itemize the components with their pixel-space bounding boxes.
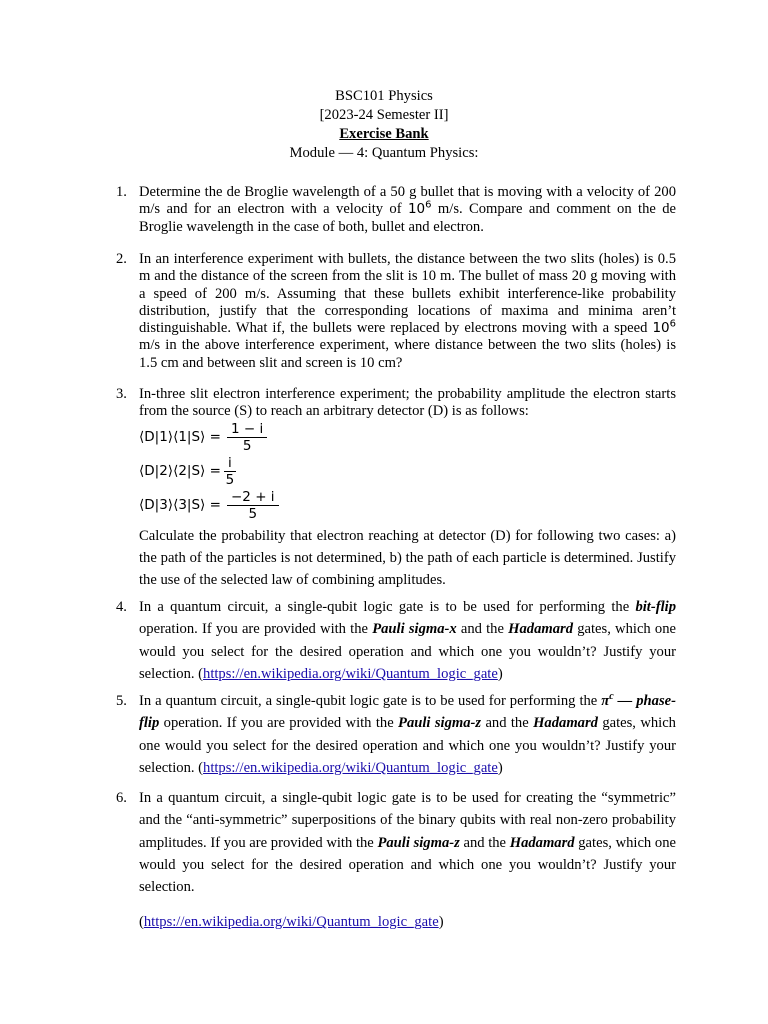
- fraction: $\frac{1 - i}{5}$: [227, 421, 267, 454]
- term-phase-flip: — phase-flip: [139, 693, 676, 732]
- term-pi-c: $\pi^c$: [601, 691, 614, 709]
- term-hadamard: Hadamard: [509, 834, 575, 851]
- wikipedia-link[interactable]: https://en.wikipedia.org/wiki/Quantum_logic_gate: [203, 665, 498, 682]
- equation-3: ⟨D|3⟩⟨3|S⟩ = $\frac{-2 + i}{5}$: [139, 489, 676, 523]
- term-pauli-sigma-x: Pauli sigma-x: [372, 621, 457, 638]
- question-reference: (https://en.wikipedia.org/wiki/Quantum_logic_gate): [139, 914, 444, 931]
- wikipedia-link[interactable]: https://en.wikipedia.org/wiki/Quantum_logic_gate: [143, 914, 439, 931]
- fraction: $\frac{-2 + i}{5}$: [227, 489, 279, 522]
- math-power: $10^6$: [652, 318, 676, 337]
- question-2: [116, 251, 676, 372]
- question-text: In a quantum circuit, a single-qubit logic gate is to be used for performing the bit-flip operation. If you are provided with the Pauli sigma-x and the Hadamard gates, which one would you select for the desired operation and which one you wouldn’t? Justify your selection. (https://en.wikipedia.org/wiki/Quantum_logic_gate): [139, 599, 676, 682]
- question-number: 2.: [116, 251, 127, 267]
- fraction: $\frac{i}{5}$: [225, 454, 235, 488]
- module-title: Module — 4: Quantum Physics:: [289, 145, 479, 161]
- document-header: [0, 87, 768, 163]
- course-title: BSC101 Physics: [335, 88, 433, 104]
- term-bit-flip: bit-flip: [635, 599, 676, 615]
- question-number: 3.: [116, 386, 127, 402]
- question-text: In a quantum circuit, a single-qubit logic gate is to be used for performing the $\pi^c$ — phase-flip operation. If you are provided with the Pauli sigma-z and the Hadamard gates, which one would you select for the desired operation and which one you wouldn’t? Justify your selection. (https://en.wikipedia.org/wiki/Quantum_logic_gate): [139, 691, 676, 776]
- question-outro: Calculate the probability that electron reaching at detector (D) for following two cases: a) the path of the particles is not determined, b) the path of each particle is determined. Justify the use of the selected law of combining amplitudes.: [139, 527, 676, 589]
- wikipedia-link[interactable]: https://en.wikipedia.org/wiki/Quantum_logic_gate: [203, 759, 498, 776]
- question-3: [116, 386, 676, 591]
- question-number: 1.: [116, 184, 127, 200]
- question-text: In an interference experiment with bullets, the distance between the two slits (holes) is 0.5 m and the distance of the screen from the slit is 10 m. The bullet of mass 20 g moving with a speed of 200 m/s. Assuming that these bullets exhibit interference-like probability distribution, justify that the corresponding locations of maxima and minima aren’t distinguishable. What if, the bullets were replaced by electrons moving with a speed $10^6$ m/s in the above interference experiment, where distance between the two slits (holes) is 1.5 cm and between slit and screen is 10 cm?: [139, 251, 676, 371]
- exercise-bank-title: Exercise Bank: [339, 126, 429, 142]
- term-pauli-sigma-z: Pauli sigma-z: [377, 834, 460, 851]
- term-hadamard: Hadamard: [508, 621, 574, 638]
- question-5: [116, 690, 676, 779]
- term-hadamard: Hadamard: [533, 715, 598, 732]
- question-1: [116, 184, 676, 236]
- equation-2: ⟨D|2⟩⟨2|S⟩ = $\frac{i}{5}$: [139, 454, 235, 488]
- question-text: In a quantum circuit, a single-qubit logic gate is to be used for creating the “symmetric” and the “anti-symmetric” superpositions of the binary qubits with real non-zero probability amplitudes. If you are provided with the Pauli sigma-z and the Hadamard gates, which one would you select for the desired operation and which one you wouldn’t? Justify your selection.: [139, 790, 676, 896]
- question-intro: In-three slit electron interference experiment; the probability amplitude the electron starts from the source (S) to reach an arbitrary detector (D) is as follows:: [139, 386, 676, 420]
- semester-label: [2023-24 Semester II]: [319, 107, 449, 123]
- question-number: 5.: [116, 693, 127, 709]
- math-power: $10^6$: [407, 199, 432, 218]
- question-4: [116, 596, 676, 685]
- term-pauli-sigma-z: Pauli sigma-z: [398, 715, 482, 732]
- equation-1: ⟨D|1⟩⟨1|S⟩ = $\frac{1 - i}{5}$: [139, 421, 676, 455]
- question-number: 4.: [116, 599, 127, 615]
- question-text: Determine the de Broglie wavelength of a 50 g bullet that is moving with a velocity of 200 m/s and for an electron with a velocity of $10^6$ m/s. Compare and comment on the de Broglie wavelength in the case of both, bullet and electron.: [139, 184, 676, 235]
- question-6: [116, 787, 676, 934]
- question-number: 6.: [116, 790, 127, 806]
